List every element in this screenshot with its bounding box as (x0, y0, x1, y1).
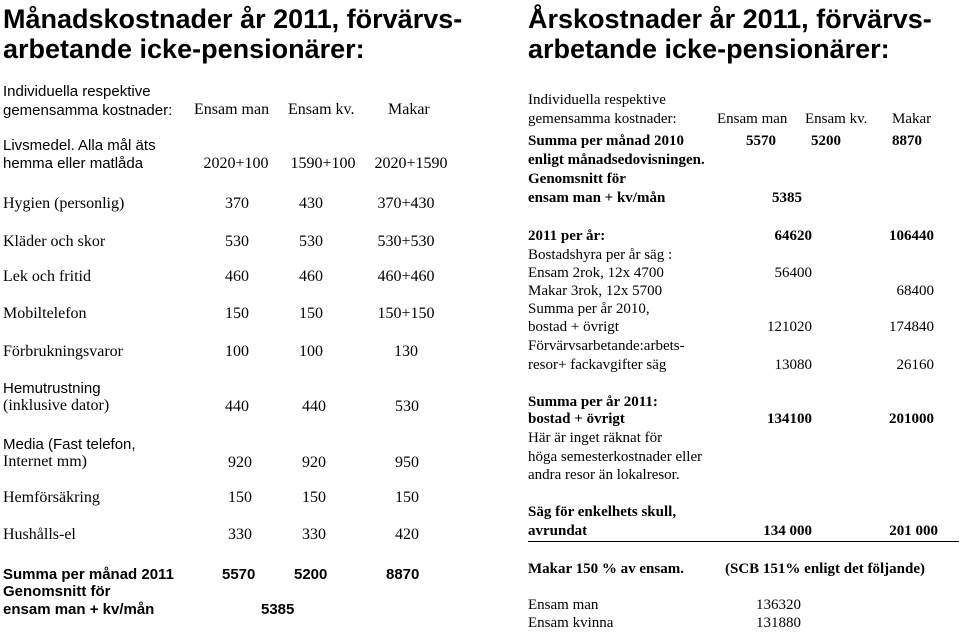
left-row-v3: 950 (395, 454, 419, 471)
right-housing2-value: 68400 (896, 283, 934, 299)
left-row-v3: 460+460 (377, 268, 435, 285)
left-row-v1: 530 (225, 233, 249, 250)
left-row-v2: 920 (302, 454, 326, 471)
left-title-line2: arbetande icke-pensionärer: (3, 34, 365, 64)
right-header-line2: gemensamma kostnader: (528, 111, 677, 127)
left-sum-label: Summa per månad 2011 (3, 566, 174, 583)
right-couple-note: Makar 150 % av ensam. (528, 561, 684, 577)
right-title-line1: Årskostnader år 2011, förvärvs- (528, 4, 932, 34)
left-row-v1: 2020+100 (203, 155, 269, 172)
left-sum-v3: 8870 (386, 566, 420, 583)
right-sum2010-note: enligt månadsedovisningen. (528, 152, 705, 168)
left-sum-v1: 5570 (222, 566, 256, 583)
left-row-label: Hygien (personlig) (3, 195, 125, 212)
right-sum2011-label1: Summa per år 2011: (528, 394, 658, 410)
right-housing1-value: 56400 (774, 265, 812, 281)
left-row-v3: 370+430 (377, 195, 435, 212)
left-row-label: Media (Fast telefon, (3, 436, 136, 453)
left-row-label: (inklusive dator) (3, 397, 110, 414)
right-housing-label: Bostadshyra per år säg : (528, 247, 673, 263)
left-row-v1: 150 (225, 305, 249, 322)
left-avg-label2: ensam man + kv/mån (3, 601, 155, 618)
left-avg-label1: Genomsnitt för (3, 583, 111, 600)
left-row-label: Internet mm) (3, 453, 87, 470)
right-note-line2: höga semesterkostnader eller (528, 449, 703, 465)
right-col-ensam-kv: Ensam kv. (805, 111, 868, 127)
right-year-v1: 64620 (774, 228, 812, 244)
right-commute-v2: 26160 (896, 357, 934, 373)
right-col-ensam-man: Ensam man (717, 111, 788, 127)
right-man-label: Ensam man (528, 597, 599, 613)
right-sum2010y-label1: Summa per år 2010, (528, 301, 650, 317)
right-sum2010y-label2: bostad + övrigt (528, 319, 619, 335)
right-round-v1: 134 000 (763, 523, 812, 539)
left-sum-v2: 5200 (294, 566, 328, 583)
right-title-line2: arbetande icke-pensionärer: (528, 34, 890, 64)
right-avg-label2: ensam man + kv/mån (528, 190, 666, 206)
right-scb-note: (SCB 151% enligt det följande) (725, 561, 925, 577)
right-commute-label1: Förvärvsarbetande:arbets- (528, 338, 685, 354)
right-sum2010-v1: 5570 (746, 133, 776, 149)
left-row-v2: 530 (299, 233, 323, 250)
left-row-v1: 100 (225, 343, 249, 360)
left-row-label: Mobiltelefon (3, 305, 87, 322)
right-housing1-label: Ensam 2rok, 12x 4700 (528, 265, 664, 281)
left-col-makar: Makar (388, 101, 430, 118)
right-note-line1: Här är inget räknat för (528, 430, 663, 446)
right-man-value: 136320 (756, 597, 801, 613)
left-row-v2: 150 (302, 489, 326, 506)
right-header-line1: Individuella respektive (528, 92, 666, 108)
right-year-label: 2011 per år: (528, 228, 606, 244)
right-sum2011-v2: 201000 (889, 411, 934, 427)
right-col-makar: Makar (892, 111, 932, 127)
left-col-ensam-man: Ensam man (194, 101, 270, 118)
left-avg-value: 5385 (261, 601, 295, 618)
left-row-v1: 330 (228, 526, 252, 543)
right-avg-label1: Genomsnitt för (528, 171, 626, 187)
left-row-v3: 130 (394, 343, 418, 360)
right-sum2011-v1: 134100 (767, 411, 812, 427)
left-row-v2: 1590+100 (290, 155, 356, 172)
left-row-label: Lek och fritid (3, 268, 91, 285)
left-row-v3: 2020+1590 (374, 155, 448, 172)
left-row-label: Hemförsäkring (3, 489, 100, 506)
left-row-v1: 920 (228, 454, 252, 471)
left-header-line1: Individuella respektive (3, 83, 151, 100)
left-row-v2: 100 (299, 343, 323, 360)
right-round-v2: 201 000 (889, 523, 938, 539)
right-sum2010-v2: 5200 (811, 133, 841, 149)
left-row-v2: 440 (302, 398, 326, 415)
right-housing2-label: Makar 3rok, 12x 5700 (528, 283, 663, 299)
right-round-label1: Säg för enkelhets skull, (528, 504, 677, 520)
round-underline (528, 541, 959, 542)
left-row-v3: 530+530 (377, 233, 435, 250)
left-row-v3: 420 (395, 526, 419, 543)
left-row-v2: 430 (299, 195, 323, 212)
left-title-line1: Månadskostnader år 2011, förvärvs- (3, 4, 463, 34)
left-row-v2: 330 (302, 526, 326, 543)
right-commute-v1: 13080 (774, 357, 812, 373)
left-row-v3: 150+150 (377, 305, 435, 322)
left-row-v1: 440 (225, 398, 249, 415)
right-commute-label2: resor+ fackavgifter säg (528, 357, 667, 373)
right-note-line3: andra resor än lokalresor. (528, 467, 680, 483)
right-sum2010-label: Summa per månad 2010 (528, 133, 684, 149)
left-row-v3: 530 (395, 398, 419, 415)
left-row-label: Förbrukningsvaror (3, 343, 123, 360)
right-woman-label: Ensam kvinna (528, 615, 614, 631)
right-sum2010y-v1: 121020 (767, 319, 812, 335)
right-year-v2: 106440 (889, 228, 934, 244)
left-row-label: Hemutrustning (3, 380, 101, 397)
left-row-label: Livsmedel. Alla mål äts (3, 137, 156, 154)
left-col-ensam-kv: Ensam kv. (288, 101, 355, 118)
left-row-label: hemma eller matlåda (3, 155, 144, 172)
left-row-v1: 150 (228, 489, 252, 506)
left-row-label: Kläder och skor (3, 233, 106, 250)
left-row-v2: 150 (299, 305, 323, 322)
left-row-label: Hushålls-el (3, 526, 76, 543)
right-avg-value: 5385 (772, 190, 802, 206)
left-row-v1: 370 (225, 195, 249, 212)
right-sum2010y-v2: 174840 (889, 319, 934, 335)
left-row-v1: 460 (225, 268, 249, 285)
right-sum2010-v3: 8870 (892, 133, 922, 149)
right-round-label2: avrundat (528, 523, 588, 539)
right-woman-value: 131880 (756, 615, 801, 631)
left-row-v2: 460 (299, 268, 323, 285)
right-sum2011-label2: bostad + övrigt (528, 411, 625, 427)
left-row-v3: 150 (395, 489, 419, 506)
left-header-line2: gemensamma kostnader: (3, 102, 173, 119)
